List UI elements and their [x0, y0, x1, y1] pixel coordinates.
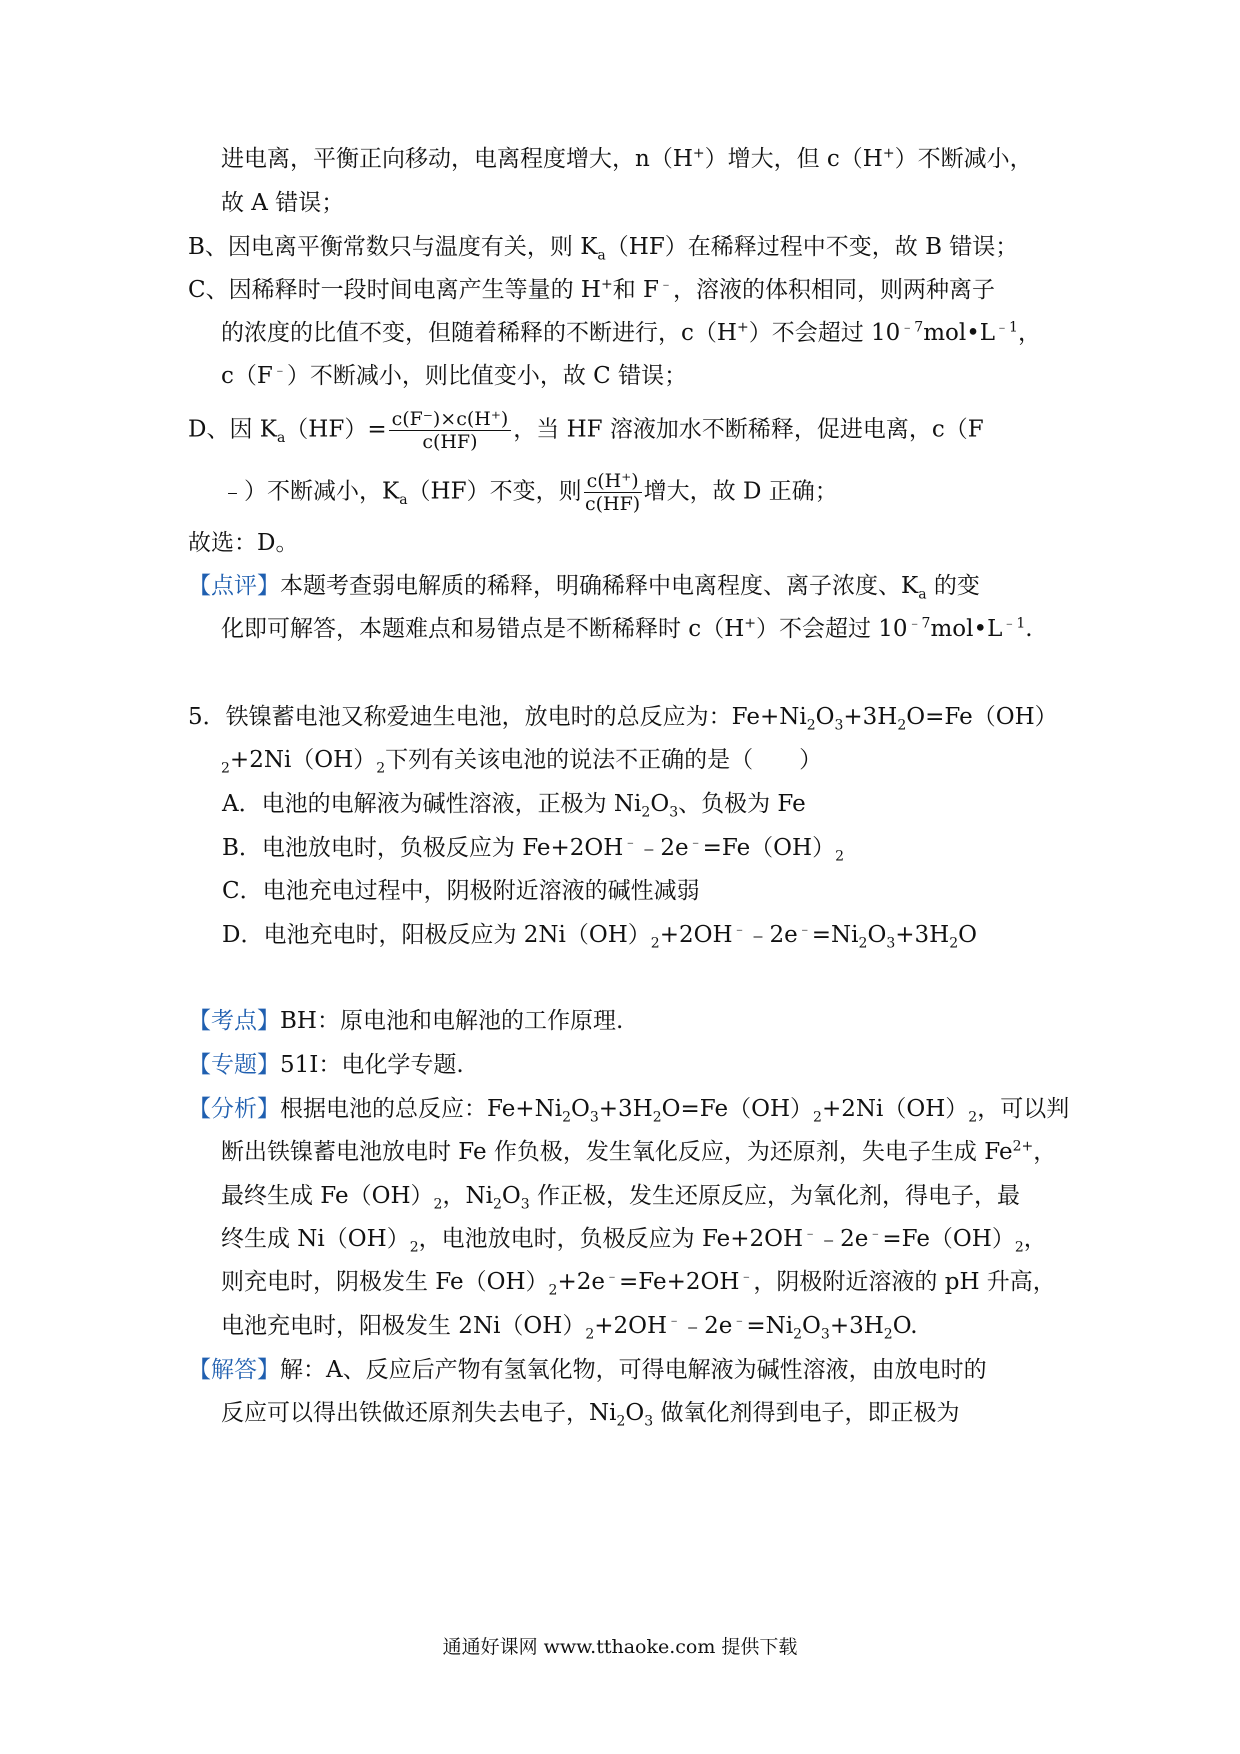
text-line: C、因稀释时一段时间电离产生等量的 H+和 F﹣，溶液的体积相同，则两种离子 [188, 276, 995, 303]
option-b: B．电池放电时，负极反应为 $Fe+2OH^﹣﹣2e^﹣=Fe(OH)_2$ [222, 834, 845, 865]
text-line: 反应可以得出铁做还原剂失去电子，$Ni_2O_3$ 做氧化剂得到电子，即正极为 [221, 1400, 960, 1430]
text-line: 【点评】本题考查弱电解质的稀释，明确稀释中电离程度、离子浓度、$K_a$ 的变 [188, 573, 980, 603]
option-a: A．电池的电解液为碱性溶液，正极为 $Ni_2O_3$、负极为 Fe [222, 791, 806, 821]
kaodian-tag: 【考点】 [188, 1008, 280, 1034]
text-line: 断出铁镍蓄电池放电时 Fe 作负极，发生氧化反应，为还原剂，失电子生成 $Fe^{2+}$， [221, 1138, 1057, 1165]
page-footer: 通通好课网 www.tthaoke.com 提供下载 [442, 1636, 798, 1658]
text-line: D、因 $K_a(HF)=$ $\frac{c(F^-)\times c(H^+)}{c(HF)}$ ，当 HF 溶液加水不断稀释，促进电离，c（F [188, 408, 984, 453]
text-line: 【专题】51I：电化学专题. [188, 1052, 464, 1078]
question-stem: $_2+2Ni(OH)_2$下列有关该电池的说法不正确的是（ ） [221, 747, 823, 777]
text-line: 最终生成 $Fe(OH)_2$，$Ni_2O_3$ 作正极，发生还原反应，为氧化剂，得电子，最 [221, 1183, 1020, 1213]
fraction: $\frac{c(F^-)\times c(H^+)}{c(HF)}$ [389, 408, 512, 453]
text-line: 化即可解答，本题难点和易错点是不断稀释时 c（H+）不会超过 $10^{﹣7}mol•L^{﹣1}$. [221, 615, 1033, 642]
fenxi-tag: 【分析】 [188, 1096, 280, 1122]
text-line: 故选：D。 [188, 530, 299, 556]
comment-tag: 【点评】 [188, 573, 280, 599]
text-line: 故 A 错误； [221, 190, 345, 216]
text-line: 电池充电时，阳极发生 $2Ni(OH)_2+2OH^﹣﹣2e^﹣=Ni_2O_3+3H_2O$. [221, 1312, 918, 1343]
option-c: C．电池充电过程中，阴极附近溶液的碱性减弱 [222, 878, 700, 904]
fraction: $\frac{c(H^+)}{c(HF)}$ [585, 470, 641, 515]
text-line: 【分析】根据电池的总反应：$Fe+Ni_2O_3+3H_2O=Fe(OH)_2+2Ni(OH)_2$，可以判 [188, 1096, 1070, 1126]
text-line: 则充电时，阴极发生 $Fe(OH)_2+2e^﹣=Fe+2OH^﹣$，阴极附近溶液的 pH 升高， [221, 1268, 1056, 1299]
text-line: c（F﹣）不断减小，则比值变小，故 C 错误； [221, 362, 688, 389]
question-stem: 5．铁镍蓄电池又称爱迪生电池，放电时的总反应为：$Fe+Ni_2O_3+3H_2O=Fe(OH)$ [188, 704, 1058, 734]
jieda-tag: 【解答】 [188, 1357, 280, 1383]
zhuanti-tag: 【专题】 [188, 1052, 280, 1078]
text-line: 终生成 $Ni(OH)_2$，电池放电时，负极反应为 $Fe+2OH^﹣﹣2e^﹣=Fe(OH)_2$， [221, 1225, 1047, 1256]
option-d: D．电池充电时，阳极反应为 $2Ni(OH)_2+2OH^﹣﹣2e^﹣=Ni_2O_3+3H_2O$ [222, 921, 977, 952]
text-line: 【解答】解：A、反应后产物有氢氧化物，可得电解液为碱性溶液，由放电时的 [188, 1357, 987, 1383]
text-line: 【考点】BH：原电池和电解池的工作原理. [188, 1008, 624, 1034]
text-line: 的浓度的比值不变，但随着稀释的不断进行，c（H+）不会超过 $10^{﹣7}mol•L^{﹣1}$， [221, 319, 1041, 346]
text-line: 进电离，平衡正向移动，电离程度增大，n（H+）增大，但 c（H+）不断减小， [221, 145, 1033, 172]
text-line: B、因电离平衡常数只与温度有关，则 $K_a(HF)$在稀释过程中不变，故 B 错误； [188, 234, 1019, 264]
text-line: ﹣）不断减小，$K_a(HF)$不变，则 $\frac{c(H^+)}{c(HF)}$ 增大，故 D 正确； [221, 470, 838, 515]
